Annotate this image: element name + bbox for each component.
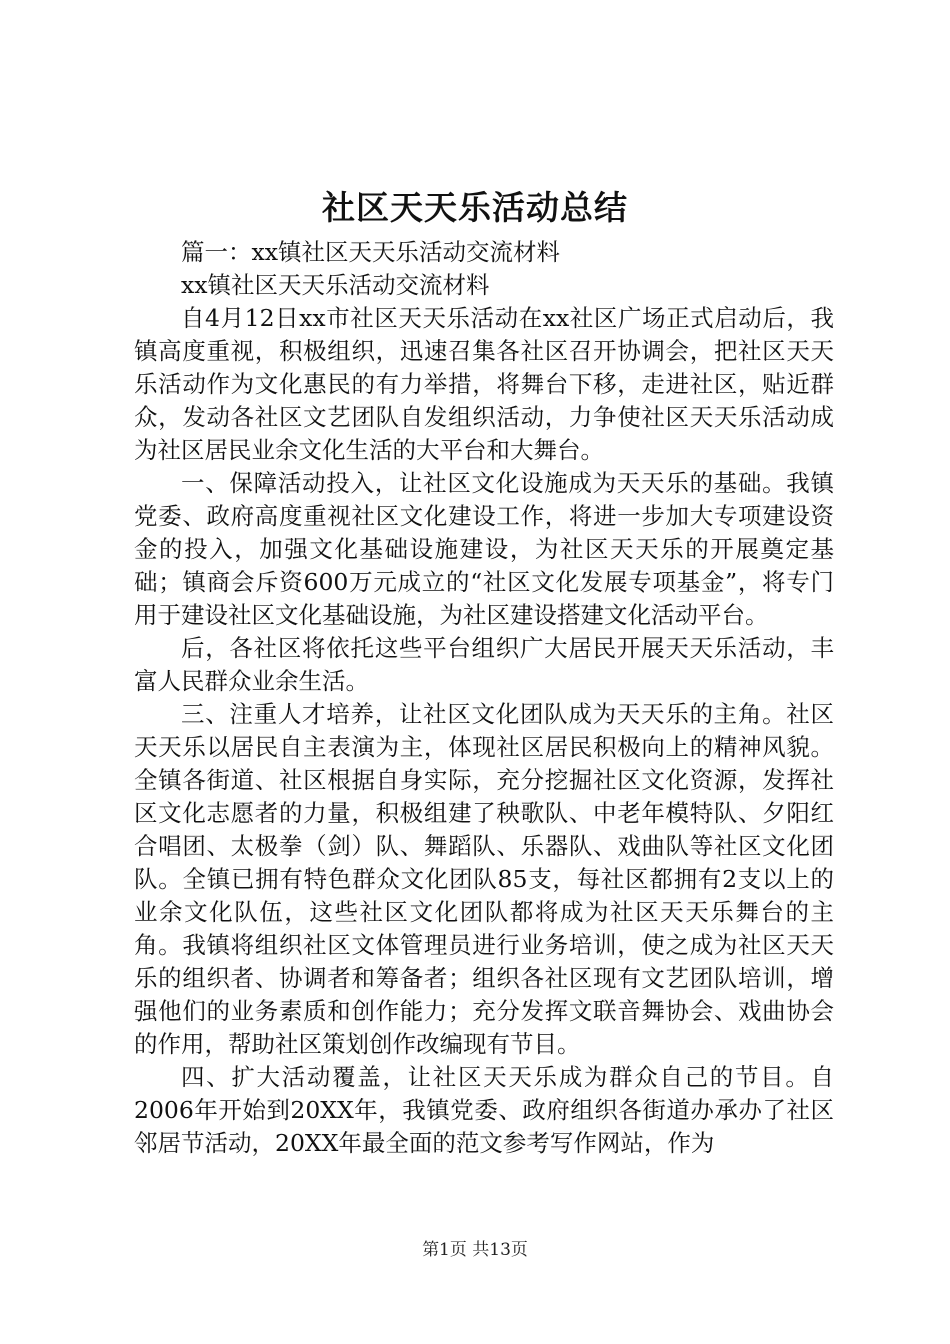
page-number-footer: 第1页 共13页 <box>422 1240 528 1260</box>
paragraph-point-four: 四、扩大活动覆盖，让社区天天乐成为群众自己的节目。自2006年开始到20XX年，我镇党委、政府组织各街道办承办了社区邻居节活动，20XX年最全面的范文参考写作网站，作为 <box>134 1063 834 1157</box>
paragraph-section-heading: 篇一：xx镇社区天天乐活动交流材料 <box>181 238 561 266</box>
paragraph-intro: 自4月12日xx市社区天天乐活动在xx社区广场正式启动后，我镇高度重视，积极组织，迅速召集各社区召开协调会，把社区天天乐活动作为文化惠民的有力举措，将舞台下移，走进社区，贴近群众，发动各社区文艺团队自发组织活动，力争使社区天天乐活动成为社区居民业余文化生活的大平台和大舞台。 <box>134 304 834 464</box>
paragraph-point-three: 三、注重人才培养，让社区文化团队成为天天乐的主角。社区天天乐以居民自主表演为主，体现社区居民积极向上的精神风貌。全镇各街道、社区根据自身实际，充分挖掘社区文化资源，发挥社区文化志愿者的力量，积极组建了秧歌队、中老年模特队、夕阳红合唱团、太极拳（剑）队、舞蹈队、乐器队、戏曲队等社区文化团队。全镇已拥有特色群众文化团队85支，每社区都拥有2支以上的业余文化队伍，这些社区文化团队都将成为社区天天乐舞台的主角。我镇将组织社区文体管理员进行业务培训，使之成为社区天天乐的组织者、协调者和筹备者；组织各社区现有文艺团队培训，增强他们的业务素质和创作能力；充分发挥文联音舞协会、戏曲协会的作用，帮助社区策划创作改编现有节目。 <box>134 700 834 1058</box>
document-body <box>134 236 834 1160</box>
paragraph-subtitle: xx镇社区天天乐活动交流材料 <box>181 271 490 299</box>
document-title: 社区天天乐活动总结 <box>322 188 628 227</box>
paragraph-point-one: 一、保障活动投入，让社区文化设施成为天天乐的基础。我镇党委、政府高度重视社区文化建设工作，将进一步加大专项建设资金的投入，加强文化基础设施建设，为社区天天乐的开展奠定基础；镇商会斥资600万元成立的“社区文化发展专项基金”，将专门用于建设社区文化基础设施，为社区建设搭建文化活动平台。 <box>134 469 834 629</box>
paragraph-continuation: 后，各社区将依托这些平台组织广大居民开展天天乐活动，丰富人民群众业余生活。 <box>134 634 834 695</box>
